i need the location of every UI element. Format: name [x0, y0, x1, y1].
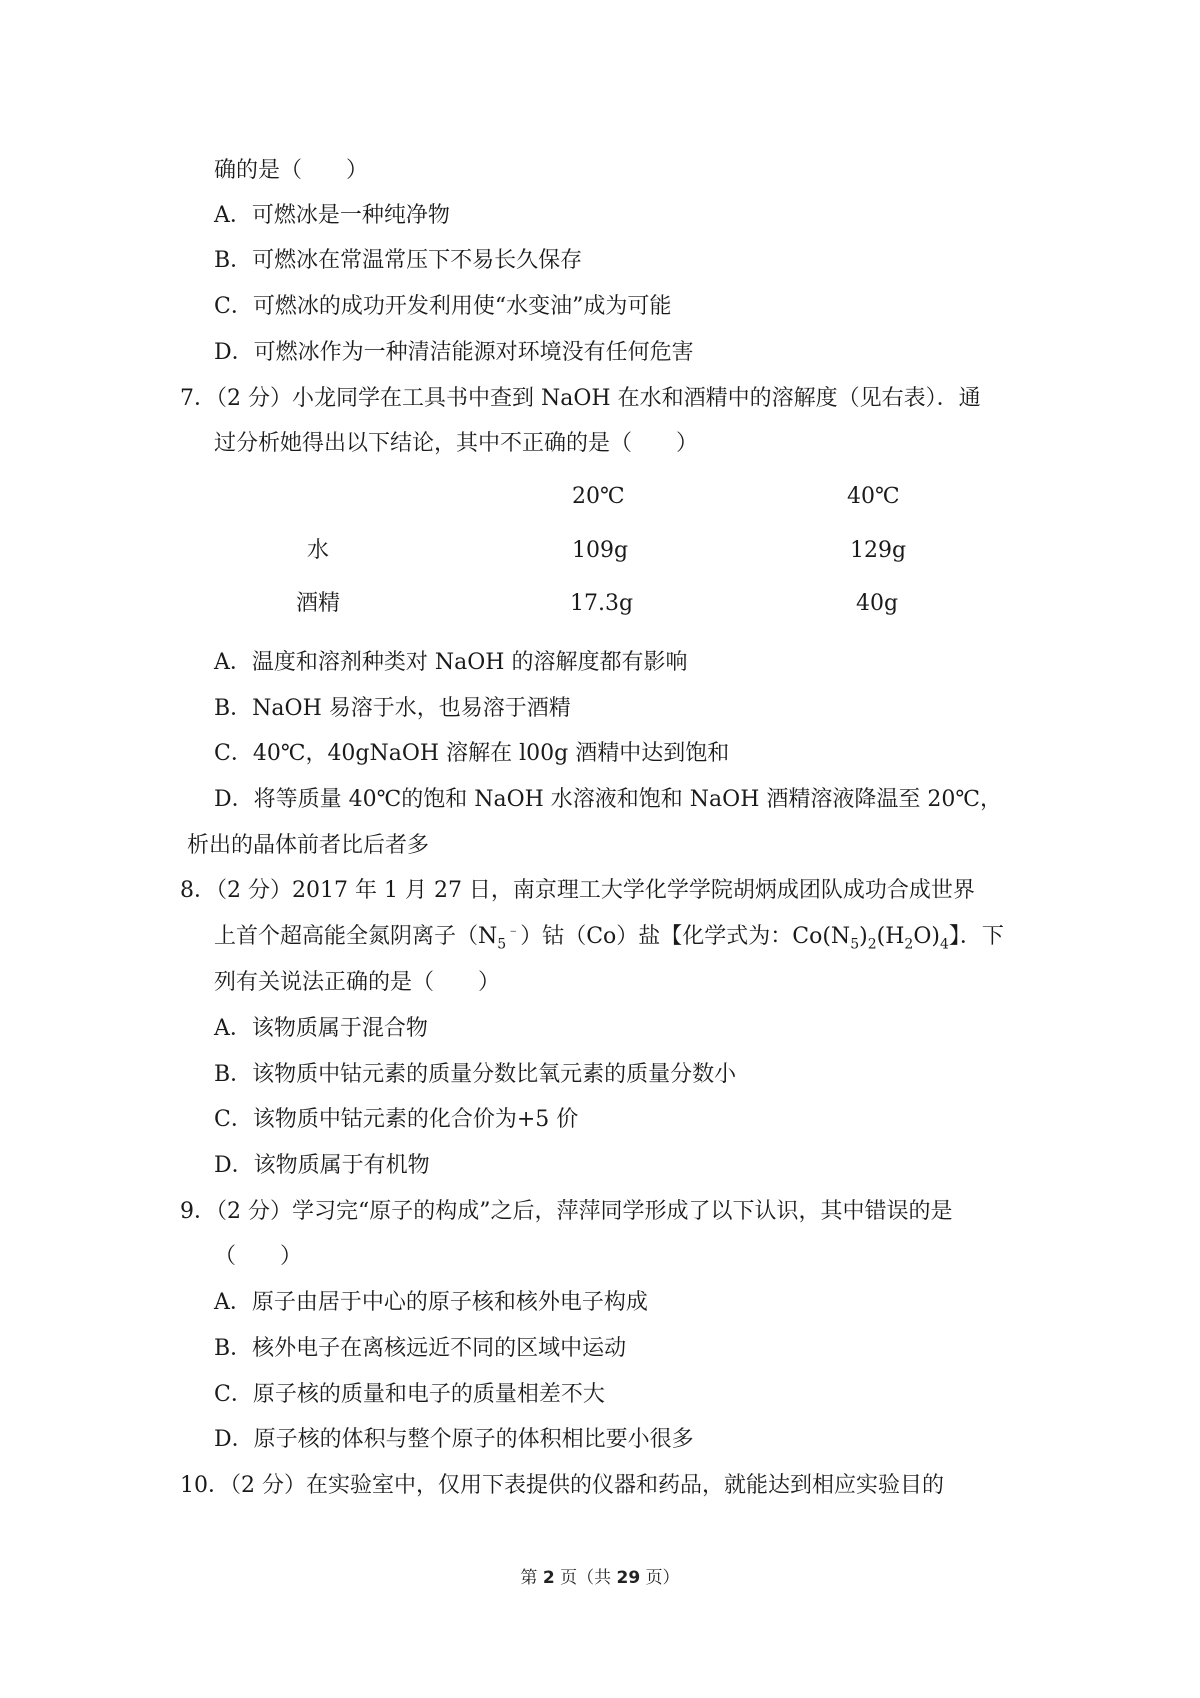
q7-stem-line2: 过分析她得出以下结论，其中不正确的是（ ）: [214, 431, 699, 456]
q6-option-d: D．可燃冰作为一种清洁能源对环境没有任何危害: [214, 340, 694, 365]
q9-stem-line1: 9．（2 分）学习完“原子的构成”之后，萍萍同学形成了以下认识，其中错误的是: [180, 1199, 953, 1224]
table-cell-water-20c: 109g: [572, 538, 629, 563]
q8-text-b: ）钴（Co）盐【化学式为：Co(N: [520, 924, 851, 949]
q8-option-a: A．该物质属于混合物: [214, 1016, 428, 1041]
q9-stem-line2: （ ）: [214, 1244, 303, 1269]
q8-stem-line3: 列有关说法正确的是（ ）: [214, 970, 501, 995]
q6-option-a: A．可燃冰是一种纯净物: [214, 203, 450, 228]
q6-option-b: B．可燃冰在常温常压下不易长久保存: [214, 248, 583, 273]
q6-option-c: C．可燃冰的成功开发利用使“水变油”成为可能: [214, 294, 672, 319]
footer-mid: 页（共: [560, 1568, 612, 1588]
q7-option-b: B．NaOH 易溶于水，也易溶于酒精: [214, 696, 571, 721]
q8-sub-4: 2: [904, 936, 914, 953]
q7-stem-line1: 7．（2 分）小龙同学在工具书中查到 NaOH 在水和酒精中的溶解度（见右表）．通: [180, 386, 981, 411]
q8-text-f: 】．下: [948, 924, 1004, 949]
q7-option-d: D．将等质量 40℃的饱和 NaOH 水溶液和饱和 NaOH 酒精溶液降温至 20℃，: [214, 787, 1002, 812]
table-row-label-water: 水: [307, 538, 330, 563]
footer-prefix: 第: [520, 1568, 538, 1588]
q9-option-a: A．原子由居于中心的原子核和核外电子构成: [214, 1290, 648, 1315]
q9-option-b: B．核外电子在离核远近不同的区域中运动: [214, 1336, 627, 1361]
q8-text-d: (H: [876, 924, 905, 949]
q8-option-c: C．该物质中钴元素的化合价为+5 价: [214, 1107, 579, 1132]
q8-option-d: D．该物质属于有机物: [214, 1153, 430, 1178]
q8-sub-5: 4: [939, 936, 949, 953]
q8-sup-1: ﹣: [506, 922, 521, 939]
q8-stem-line1: 8．（2 分）2017 年 1 月 27 日，南京理工大学化学学院胡炳成团队成功合成世界: [180, 878, 975, 903]
q8-sub-1: 5: [497, 936, 507, 953]
table-header-20c: 20℃: [572, 484, 625, 509]
table-header-40c: 40℃: [847, 484, 900, 509]
q7-option-d-continuation: 析出的晶体前者比后者多: [187, 833, 430, 858]
q6-stem-continuation: 确的是（ ）: [214, 158, 369, 183]
q8-option-b: B．该物质中钴元素的质量分数比氧元素的质量分数小: [214, 1062, 737, 1087]
footer-page-number: 2: [542, 1568, 555, 1588]
q9-option-d: D．原子核的体积与整个原子的体积相比要小很多: [214, 1427, 694, 1452]
table-cell-alcohol-40c: 40g: [856, 591, 899, 616]
q8-text-a: 上首个超高能全氮阴离子（N: [214, 924, 498, 949]
q8-sub-2: 5: [850, 936, 860, 953]
q8-sub-3: 2: [867, 936, 877, 953]
table-cell-alcohol-20c: 17.3g: [570, 591, 634, 616]
q9-option-c: C．原子核的质量和电子的质量相差不大: [214, 1382, 605, 1407]
q8-stem-line2: [214, 922, 1004, 952]
q10-stem-line1: 10．（2 分）在实验室中，仅用下表提供的仪器和药品，就能达到相应实验目的: [180, 1473, 944, 1498]
q7-option-a: A．温度和溶剂种类对 NaOH 的溶解度都有影响: [214, 650, 688, 675]
q8-text-e: O): [913, 924, 940, 949]
q8-text-c: ): [859, 924, 868, 949]
page-footer: [0, 1563, 1200, 1588]
footer-suffix: 页）: [645, 1568, 680, 1588]
table-row-label-alcohol: 酒精: [296, 591, 341, 616]
table-cell-water-40c: 129g: [850, 538, 907, 563]
q7-option-c: C．40℃，40gNaOH 溶解在 l00g 酒精中达到饱和: [214, 741, 730, 766]
footer-total-pages: 29: [616, 1568, 641, 1588]
